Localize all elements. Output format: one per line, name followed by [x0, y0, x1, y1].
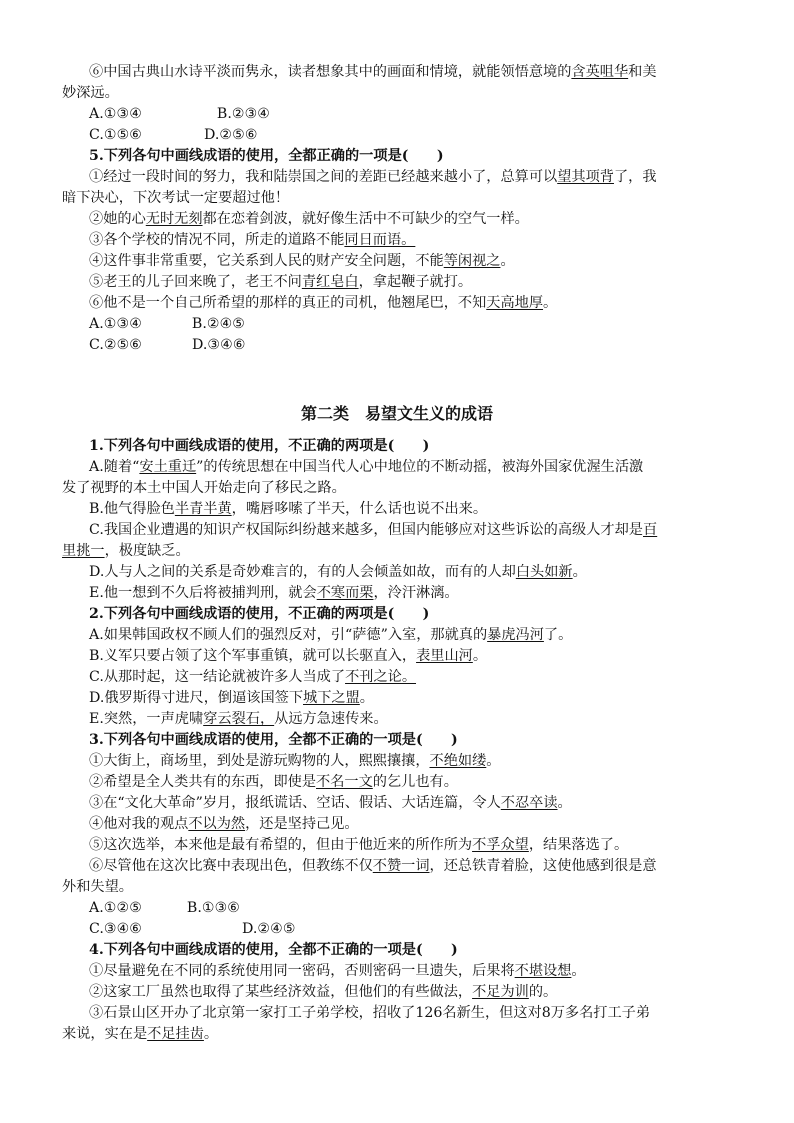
sentence-text: 从远方急速传来。 — [274, 711, 388, 727]
s2-q1-option-a-cont: 发了视野的本土中国人开始走向了移民之路。 — [62, 480, 346, 496]
underlined-idiom: 穿云裂石， — [203, 711, 275, 727]
sentence-text: 了，我 — [613, 169, 657, 185]
underlined-idiom: 暴虎冯河 — [487, 627, 544, 643]
s2-q3-sentence-6 — [89, 856, 657, 876]
s2-q4-stem: 4.下列各句中画线成语的使用，全都不正确的一项是( ) — [89, 942, 458, 958]
s2-q4-sentence-3-cont — [62, 1024, 218, 1044]
underlined-idiom: 不寒而栗 — [316, 585, 374, 601]
sentence-text: ③石景山区开办了北京第一家打工子弟学校，招收了126名新生，但这对8万多名打工子弟 — [89, 1005, 651, 1021]
sentence-text: ，结果落选了。 — [528, 837, 629, 853]
sentence-text: ，还是坚持己见。 — [245, 816, 359, 832]
sentence-text: D.俄罗斯得寸进尺，倒逼该国签下 — [89, 690, 304, 706]
option-d: D.②⑤⑥ — [204, 127, 258, 143]
option-a: A.①②⑤ — [89, 900, 142, 916]
q5-sentence-6 — [89, 293, 557, 313]
underlined-idiom: 表里山河 — [416, 648, 473, 664]
underlined-idiom: 半青半黄 — [174, 501, 232, 517]
s2-q1-option-c — [89, 520, 657, 540]
sentence-text: ④他对我的观点 — [89, 816, 189, 832]
underlined-idiom: 同日而语。 — [344, 232, 416, 248]
q4-item-6-cont: 妙深远。 — [62, 85, 119, 101]
q5-sentence-3 — [89, 230, 415, 250]
q5-options-row2 — [89, 335, 246, 355]
s2-q3-sentence-1 — [89, 751, 500, 771]
sentence-text: 来说，实在是 — [62, 1026, 148, 1042]
sentence-text: A.如果韩国政权不顾人们的强烈反对，引“萨德”入室，那就真的 — [89, 627, 488, 643]
sentence-text: ⑥尽管他在这次比赛中表现出色，但教练不仅 — [89, 858, 373, 874]
underlined-idiom: 不足为训 — [472, 984, 529, 1000]
q5-sentence-2 — [89, 209, 529, 229]
sentence-text: ①大街上，商场里，到处是游玩购物的人，熙熙攘攘， — [89, 753, 430, 769]
s2-q4-sentence-1 — [89, 961, 586, 981]
sentence-text: ，拿起鞭子就打。 — [358, 274, 473, 290]
sentence-text: D.人与人之间的关系是奇妙难言的，有的人会倾盖如故，而有的人却 — [89, 564, 516, 580]
underlined-idiom: 不以为然 — [188, 816, 246, 832]
sentence-text: 。 — [572, 564, 587, 580]
option-b: B.②④⑤ — [191, 316, 246, 332]
sentence-text: 。 — [571, 963, 586, 979]
sentence-text: ，极度缺乏。 — [104, 543, 190, 559]
q5-stem: 5.下列各句中画线成语的使用，全都正确的一项是( ) — [89, 148, 444, 164]
q5-sentence-1 — [89, 167, 657, 187]
sentence-text: ，还总铁青着脸，这使他感到很是意 — [429, 858, 657, 874]
s2-q3-sentence-3 — [89, 793, 572, 813]
sentence-text: 和美 — [628, 64, 657, 80]
s2-q1-option-b — [89, 499, 487, 519]
s2-q3-sentence-4 — [89, 814, 359, 834]
sentence-text: C.我国企业遭遇的知识产权国际纠纷越来越多，但国内能够应对这些诉讼的高级人才却是 — [89, 522, 643, 538]
sentence-text: ⑤老王的儿子回来晚了，老王不问 — [89, 274, 302, 290]
sentence-text: 。 — [557, 795, 572, 811]
s2-q2-option-b — [89, 646, 487, 666]
underlined-idiom: 含英咀华 — [571, 64, 629, 80]
s2-q1-option-c-cont — [62, 541, 190, 561]
q4-item-6 — [89, 62, 657, 82]
q5-sentence-4 — [89, 251, 515, 271]
option-d: D.③④⑥ — [192, 337, 246, 353]
option-c: C.①⑤⑥ — [89, 127, 143, 143]
sentence-text: ”的传统思想在中国当代人心中地位的不断动摇，被海外国家优渥生活激 — [196, 459, 644, 475]
sentence-text: ②她的心 — [89, 211, 146, 227]
option-c: C.②⑤⑥ — [89, 337, 143, 353]
option-b: B.①③⑥ — [186, 900, 241, 916]
underlined-idiom: 不名一文 — [316, 774, 373, 790]
underlined-idiom: 里挑一 — [62, 543, 105, 559]
s2-q1-option-e — [89, 583, 459, 603]
underlined-idiom: 百 — [643, 522, 658, 538]
sentence-text: ③各个学校的情况不同，所走的道路不能 — [89, 232, 345, 248]
underlined-idiom: 不忍卒读 — [500, 795, 558, 811]
sentence-text: 的乞儿也有。 — [372, 774, 458, 790]
s2-q1-option-a — [89, 457, 643, 477]
underlined-idiom: 城下之盟 — [303, 690, 360, 706]
sentence-text: ⑥中国古典山水诗平淡而隽永，读者想象其中的画面和情境，就能领悟意境的 — [89, 64, 572, 80]
underlined-idiom: 青红皂白 — [301, 274, 359, 290]
underlined-idiom: 不堪设想 — [514, 963, 572, 979]
sentence-text: 。 — [203, 1026, 219, 1042]
underlined-idiom: 白头如新 — [515, 564, 573, 580]
s2-q1-option-d — [89, 562, 587, 582]
sentence-text: ①尽量避免在不同的系统使用同一密码，否则密码一旦遗失，后果将 — [89, 963, 515, 979]
s2-q1-stem: 1.下列各句中画线成语的使用，不正确的两项是( ) — [89, 438, 430, 454]
s2-q3-sentence-5 — [89, 835, 628, 855]
underlined-idiom: 不绝如缕 — [429, 753, 487, 769]
sentence-text: C.从那时起，这一结论就被许多人当成了 — [89, 669, 346, 685]
sentence-text: ①经过一段时间的努力，我和陆崇国之间的差距已经越来越小了，总算可以 — [89, 169, 558, 185]
sentence-text: 。 — [472, 648, 488, 664]
sentence-text: 。 — [500, 253, 515, 269]
option-c: C.③④⑥ — [89, 921, 143, 937]
underlined-idiom: 不赞一词 — [372, 858, 430, 874]
s2-q3-options-row1 — [89, 898, 240, 918]
sentence-text: B.义军只要占领了这个军事重镇，就可以长驱直入， — [89, 648, 417, 664]
sentence-text: 都在恋着剑波，就好像生活中不可缺少的空气一样。 — [202, 211, 529, 227]
q4-options-row2 — [89, 125, 258, 145]
s2-q3-sentence-2 — [89, 772, 458, 792]
option-b: B.②③④ — [216, 106, 271, 122]
sentence-text: ，泠汗淋漓。 — [373, 585, 459, 601]
underlined-idiom: 不刊之论。 — [345, 669, 417, 685]
q4-options-row1 — [89, 104, 270, 124]
s2-q2-option-e — [89, 709, 388, 729]
s2-q2-stem: 2.下列各句中画线成语的使用，不正确的两项是( ) — [89, 606, 430, 622]
s2-q4-sentence-2 — [89, 982, 557, 1002]
s2-q3-sentence-6-cont: 外和失望。 — [62, 879, 133, 895]
sentence-text: ②希望是全人类共有的东西，即使是 — [89, 774, 317, 790]
option-d: D.②④⑤ — [242, 921, 296, 937]
q5-sentence-5 — [89, 272, 472, 292]
sentence-text: 。 — [359, 690, 374, 706]
sentence-text: 的。 — [528, 984, 558, 1000]
sentence-text: ⑥他不是一个自己所希望的那样的真正的司机，他翘尾巴，不知 — [89, 295, 487, 311]
sentence-text: 了。 — [543, 627, 573, 643]
s2-q4-sentence-3 — [89, 1003, 650, 1023]
sentence-text: E.突然，一声虎啸 — [89, 711, 204, 727]
s2-q3-stem: 3.下列各句中画线成语的使用，全都不正确的一项是( ) — [89, 732, 458, 748]
underlined-idiom: 安土重迁 — [139, 459, 197, 475]
q5-options-row1 — [89, 314, 245, 334]
sentence-text: A.随着“ — [89, 459, 140, 475]
underlined-idiom: 望其项背 — [557, 169, 614, 185]
underlined-idiom: 无时无刻 — [145, 211, 203, 227]
underlined-idiom: 不足挂齿 — [147, 1026, 204, 1042]
q5-sentence-1-cont: 暗下决心，下次考试一定要超过他！ — [62, 190, 290, 206]
sentence-text: B.他气得脸色 — [89, 501, 175, 517]
sentence-text: ②这家工厂虽然也取得了某些经济效益，但他们的有些做法， — [89, 984, 473, 1000]
underlined-idiom: 不孚众望 — [472, 837, 529, 853]
s2-q3-options-row2 — [89, 919, 296, 939]
sentence-text: ③在“文化大革命”岁月，报纸谎话、空话、假话、大话连篇，令人 — [89, 795, 501, 811]
option-a: A.①③④ — [89, 106, 142, 122]
section-title: 第二类 易望文生义的成语 — [300, 404, 493, 423]
sentence-text: 。 — [543, 295, 558, 311]
sentence-text: 。 — [486, 753, 501, 769]
s2-q2-option-d — [89, 688, 374, 708]
s2-q2-option-a — [89, 625, 572, 645]
sentence-text: ④这件事非常重要，它关系到人民的财产安全问题，不能 — [89, 253, 444, 269]
s2-q2-option-c — [89, 667, 416, 687]
underlined-idiom: 天高地厚 — [486, 295, 544, 311]
option-a: A.①③④ — [89, 316, 142, 332]
sentence-text: ，嘴唇哆嗦了半天，什么话也说不出来。 — [231, 501, 488, 517]
sentence-text: ⑤这次选举，本来他是最有希望的，但由于他近来的所作所为 — [89, 837, 473, 853]
underlined-idiom: 等闲视之 — [443, 253, 501, 269]
sentence-text: E.他一想到不久后将被捕判刑，就会 — [89, 585, 317, 601]
